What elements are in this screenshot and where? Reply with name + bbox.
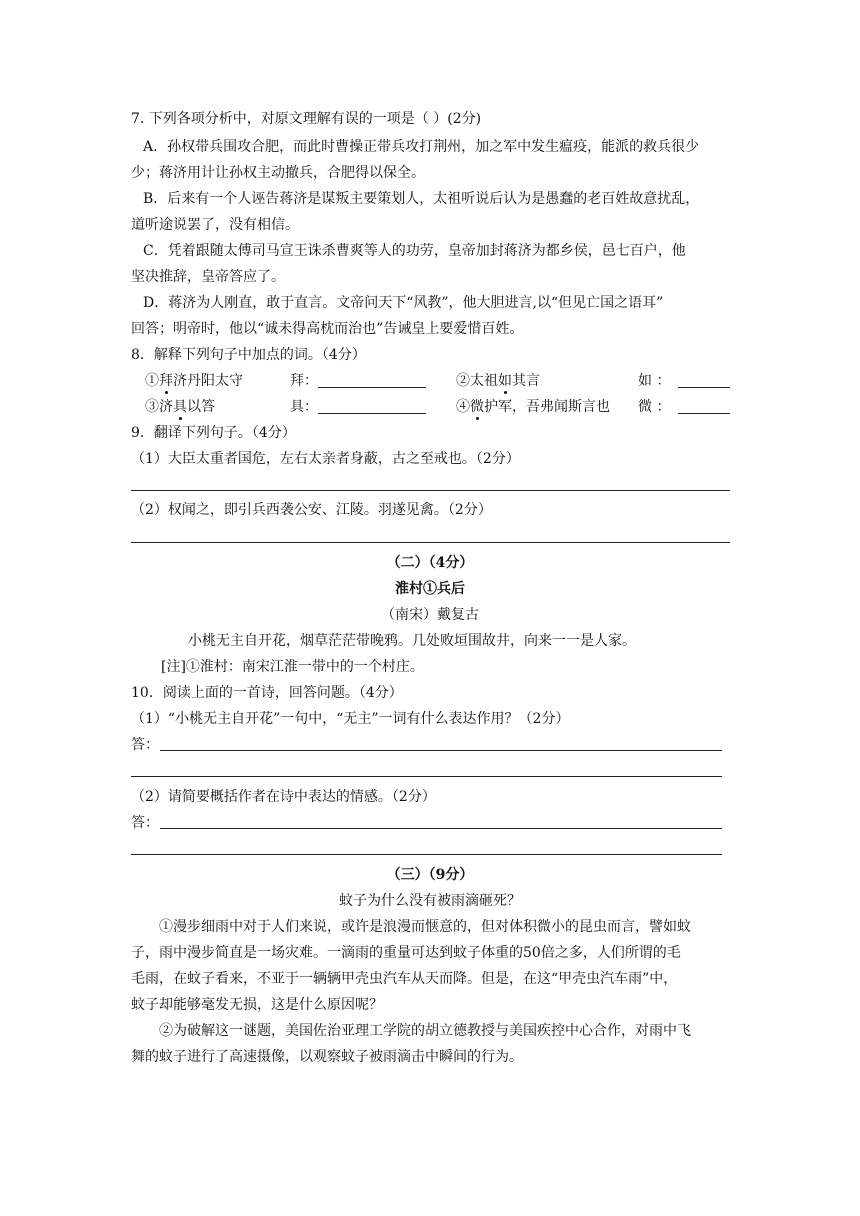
q7-option-a-line1: A．孙权带兵围攻合肥，而此时曹操正带兵攻打荆州，加之军中发生瘟疫，能派的救兵很少 bbox=[143, 139, 700, 155]
dotted-word: 拜 bbox=[159, 373, 173, 389]
q8-item-3-label: 具： bbox=[290, 399, 318, 415]
dotted-word: 微 bbox=[470, 399, 484, 415]
q8-item-1: ①拜济丹阳太守 bbox=[145, 373, 243, 389]
q8-stem: 8．解释下列句子中加点的词。（4分） bbox=[131, 347, 366, 363]
q9-sentence-1: （1）大臣太重者国危，左右太亲者身蔽，古之至戒也。（2分） bbox=[131, 451, 520, 467]
poem-line: 小桃无主自开花，烟草茫茫带晚鸦。几处败垣围故井，向来一一是人家。 bbox=[188, 633, 636, 649]
q10-answer-line-2b[interactable] bbox=[131, 854, 722, 855]
q8-item-2-answer-line[interactable] bbox=[678, 387, 730, 388]
section-2-heading: （二）（4分） bbox=[386, 555, 474, 571]
q9-stem: 9．翻译下列句子。（4分） bbox=[131, 425, 296, 441]
section-3-heading: （三）（9分） bbox=[386, 867, 474, 883]
q7-option-d-line1: D．蒋济为人刚直，敢于直言。文帝问天下“风教”，他大胆进言,以“但见亡国之语耳” bbox=[143, 295, 664, 311]
q10-stem: 10．阅读上面的一首诗，回答问题。（4分） bbox=[131, 685, 403, 701]
essay-p1-line3: 毛雨，在蚊子看来，不亚于一辆辆甲壳虫汽车从天而降。但是，在这“甲壳虫汽车雨”中， bbox=[131, 971, 678, 987]
q8-item-1-label: 拜： bbox=[290, 373, 318, 389]
q8-item-2: ②太祖如其言 bbox=[456, 373, 540, 389]
q8-item-4: ④微护军，吾弗闻斯言也 bbox=[456, 399, 610, 415]
q7-option-d-line2: 回答；明帝时，他以“诚未得高枕而治也”告诫皇上要爱惜百姓。 bbox=[131, 321, 524, 337]
q10-answer-line-1b[interactable] bbox=[131, 776, 722, 777]
q8-item-2-label: 如 ： bbox=[638, 373, 671, 389]
q8-item-4-answer-line[interactable] bbox=[678, 413, 730, 414]
q10-answer-line-1a[interactable] bbox=[160, 750, 722, 751]
q9-sentence-2: （2）权闻之，即引兵西袭公安、江陵。羽遂见禽。（2分） bbox=[131, 502, 492, 518]
q10-answer-label-1: 答： bbox=[131, 737, 159, 753]
dotted-word: 具 bbox=[173, 399, 187, 415]
essay-p1-line2: 子，雨中漫步简直是一场灾难。一滴雨的重量可达到蚊子体重的50倍之多，人们所谓的毛 bbox=[131, 945, 681, 961]
poem-author: （南宋）戴复古 bbox=[381, 607, 479, 623]
q7-option-a-line2: 少；蒋济用计让孙权主动撤兵，合肥得以保全。 bbox=[131, 165, 425, 181]
q7-option-b-line2: 道听途说罢了，没有相信。 bbox=[131, 217, 299, 233]
q8-item-1-answer-line[interactable] bbox=[318, 387, 426, 388]
dotted-word: 如 bbox=[498, 373, 512, 389]
q7-option-c-line1: C．凭着跟随太傅司马宣王诛杀曹爽等人的功劳，皇帝加封蒋济为都乡侯，邑七百户，他 bbox=[143, 243, 686, 259]
essay-p1-line1: ①漫步细雨中对于人们来说，或许是浪漫而惬意的，但对体积微小的昆虫而言，譬如蚊 bbox=[159, 919, 691, 935]
q8-item-3: ③济具以答 bbox=[145, 399, 215, 415]
essay-p2-line1: ②为破解这一谜题，美国佐治亚理工学院的胡立德教授与美国疾控中心合作，对雨中飞 bbox=[159, 1023, 691, 1039]
essay-title: 蚊子为什么没有被雨滴砸死？ bbox=[339, 893, 521, 909]
q7-stem: 7. 下列各项分析中，对原文理解有误的一项是（ ）(2分) bbox=[131, 111, 482, 127]
q7-option-c-line2: 坚决推辞，皇帝答应了。 bbox=[131, 269, 285, 285]
q10-sub-1: （1）“小桃无主自开花”一句中，“无主”一词有什么表达作用？（2分） bbox=[131, 711, 570, 727]
q9-answer-line-1[interactable] bbox=[131, 490, 730, 491]
essay-p2-line2: 舞的蚊子进行了高速摄像，以观察蚊子被雨滴击中瞬间的行为。 bbox=[131, 1049, 523, 1065]
q8-item-3-answer-line[interactable] bbox=[318, 413, 426, 414]
poem-title: 淮村①兵后 bbox=[395, 581, 465, 597]
essay-p1-line4: 蚊子却能够毫发无损，这是什么原因呢？ bbox=[131, 997, 383, 1013]
q8-item-4-label: 微 ： bbox=[638, 399, 671, 415]
q10-answer-line-2a[interactable] bbox=[160, 828, 722, 829]
q9-answer-line-2[interactable] bbox=[131, 542, 730, 543]
q10-answer-label-2: 答： bbox=[131, 815, 159, 831]
poem-note: [注]①淮村：南宋江淮一带中的一个村庄。 bbox=[161, 659, 424, 675]
q7-option-b-line1: B．后来有一个人诬告蒋济是谋叛主要策划人，太祖听说后认为是愚蠢的老百姓故意扰乱， bbox=[143, 191, 700, 207]
q10-sub-2: （2）请简要概括作者在诗中表达的情感。（2分） bbox=[131, 789, 436, 805]
